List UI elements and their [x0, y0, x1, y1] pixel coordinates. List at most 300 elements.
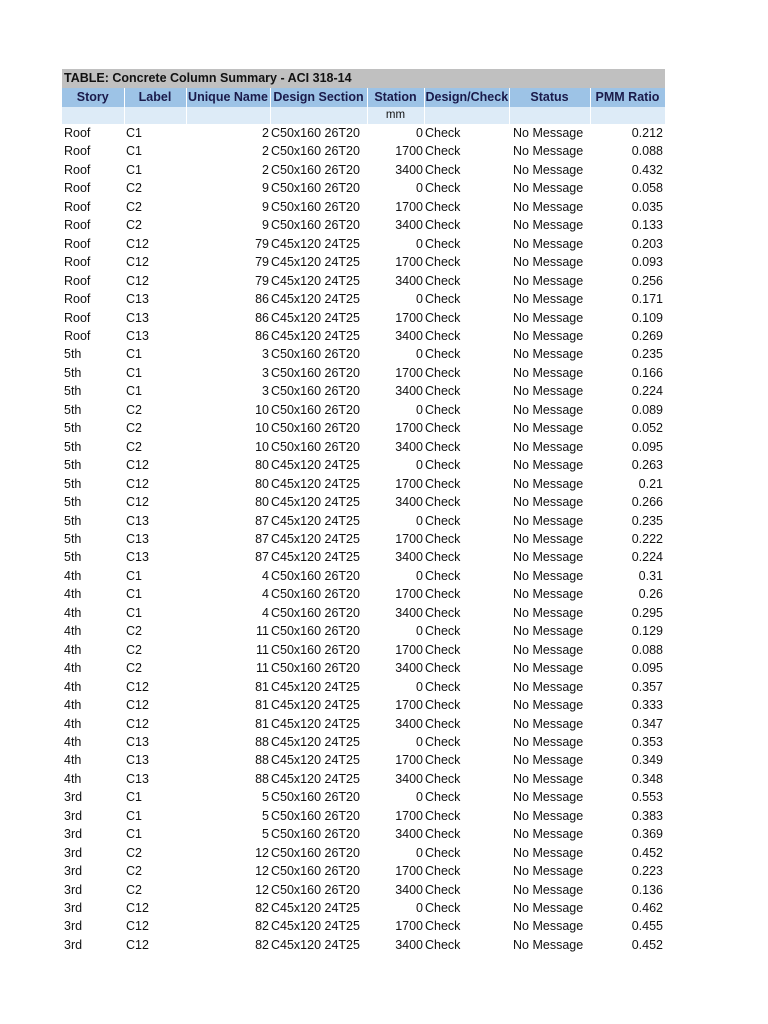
design-section-cell[interactable]: C50x160 26T20 — [271, 605, 360, 620]
label-cell[interactable]: C13 — [126, 531, 149, 546]
station-cell[interactable]: 3400 — [395, 661, 423, 676]
station-cell[interactable]: 1700 — [395, 365, 423, 380]
status-cell[interactable]: No Message — [513, 568, 584, 583]
design-check-cell[interactable]: Check — [425, 919, 461, 934]
label-cell[interactable]: C1 — [126, 568, 142, 583]
design-check-cell[interactable]: Check — [425, 402, 461, 417]
design-section-cell[interactable]: C50x160 26T20 — [271, 181, 360, 196]
design-check-cell[interactable]: Check — [425, 679, 461, 694]
status-cell[interactable]: No Message — [513, 882, 584, 897]
label-cell[interactable]: C2 — [126, 181, 142, 196]
status-cell[interactable]: No Message — [513, 901, 584, 916]
status-cell[interactable]: No Message — [513, 698, 584, 713]
design-check-cell[interactable]: Check — [425, 347, 461, 362]
design-check-cell[interactable]: Check — [425, 845, 461, 860]
label-cell[interactable]: C13 — [126, 513, 149, 528]
station-cell[interactable]: 1700 — [395, 642, 423, 657]
story-cell[interactable]: 5th — [64, 402, 82, 417]
design-check-cell[interactable]: Check — [425, 808, 461, 823]
pmm-ratio-cell[interactable]: 0.223 — [631, 864, 663, 879]
pmm-ratio-cell[interactable]: 0.349 — [631, 753, 663, 768]
pmm-ratio-cell[interactable]: 0.269 — [631, 328, 663, 343]
unique-name-cell[interactable]: 86 — [255, 310, 269, 325]
design-section-cell[interactable]: C45x120 24T25 — [271, 310, 360, 325]
label-cell[interactable]: C12 — [126, 476, 149, 491]
story-cell[interactable]: Roof — [64, 255, 91, 270]
design-check-cell[interactable]: Check — [425, 513, 461, 528]
label-cell[interactable]: C13 — [126, 734, 149, 749]
unique-name-cell[interactable]: 80 — [255, 476, 269, 491]
label-cell[interactable]: C1 — [126, 808, 142, 823]
station-cell[interactable]: 0 — [416, 347, 423, 362]
unique-name-cell[interactable]: 11 — [256, 642, 269, 657]
pmm-ratio-cell[interactable]: 0.235 — [631, 347, 663, 362]
pmm-ratio-cell[interactable]: 0.452 — [631, 845, 663, 860]
story-cell[interactable]: 4th — [64, 568, 82, 583]
pmm-ratio-cell[interactable]: 0.357 — [631, 679, 663, 694]
design-section-cell[interactable]: C50x160 26T20 — [271, 845, 360, 860]
station-cell[interactable]: 0 — [416, 845, 423, 860]
status-cell[interactable]: No Message — [513, 273, 584, 288]
label-cell[interactable]: C12 — [126, 679, 149, 694]
design-section-cell[interactable]: C50x160 26T20 — [271, 808, 360, 823]
story-cell[interactable]: 4th — [64, 753, 82, 768]
status-cell[interactable]: No Message — [513, 716, 584, 731]
station-cell[interactable]: 1700 — [395, 199, 423, 214]
story-cell[interactable]: 3rd — [64, 882, 83, 897]
story-cell[interactable]: 3rd — [64, 901, 83, 916]
pmm-ratio-cell[interactable]: 0.235 — [631, 513, 663, 528]
design-section-cell[interactable]: C50x160 26T20 — [271, 568, 360, 583]
station-cell[interactable]: 3400 — [395, 218, 423, 233]
pmm-ratio-cell[interactable]: 0.295 — [631, 605, 663, 620]
label-cell[interactable]: C2 — [126, 439, 142, 454]
story-cell[interactable]: 5th — [64, 495, 82, 510]
design-check-cell[interactable]: Check — [425, 901, 461, 916]
design-check-cell[interactable]: Check — [425, 144, 461, 159]
unique-name-cell[interactable]: 12 — [255, 882, 269, 897]
story-cell[interactable]: 5th — [64, 550, 82, 565]
design-check-cell[interactable]: Check — [425, 642, 461, 657]
design-check-cell[interactable]: Check — [425, 605, 461, 620]
label-cell[interactable]: C1 — [126, 605, 142, 620]
design-section-cell[interactable]: C50x160 26T20 — [271, 439, 360, 454]
label-cell[interactable]: C2 — [126, 624, 142, 639]
status-cell[interactable]: No Message — [513, 531, 584, 546]
label-cell[interactable]: C1 — [126, 144, 142, 159]
status-cell[interactable]: No Message — [513, 476, 584, 491]
design-check-cell[interactable]: Check — [425, 458, 461, 473]
status-cell[interactable]: No Message — [513, 458, 584, 473]
design-section-cell[interactable]: C45x120 24T25 — [271, 698, 360, 713]
design-section-cell[interactable]: C50x160 26T20 — [271, 347, 360, 362]
station-cell[interactable]: 3400 — [395, 550, 423, 565]
station-cell[interactable]: 0 — [416, 236, 423, 251]
unique-name-cell[interactable]: 79 — [255, 255, 269, 270]
design-check-cell[interactable]: Check — [425, 790, 461, 805]
unit-design-section[interactable] — [270, 107, 367, 124]
unique-name-cell[interactable]: 82 — [255, 919, 269, 934]
status-cell[interactable]: No Message — [513, 624, 584, 639]
label-cell[interactable]: C12 — [126, 495, 149, 510]
design-check-cell[interactable]: Check — [425, 864, 461, 879]
story-cell[interactable]: 5th — [64, 384, 82, 399]
status-cell[interactable]: No Message — [513, 199, 584, 214]
status-cell[interactable]: No Message — [513, 328, 584, 343]
unique-name-cell[interactable]: 5 — [262, 808, 269, 823]
status-cell[interactable]: No Message — [513, 162, 584, 177]
label-cell[interactable]: C2 — [126, 199, 142, 214]
design-section-cell[interactable]: C50x160 26T20 — [271, 882, 360, 897]
story-cell[interactable]: Roof — [64, 126, 91, 140]
pmm-ratio-cell[interactable]: 0.052 — [631, 421, 663, 436]
design-section-cell[interactable]: C45x120 24T25 — [271, 716, 360, 731]
status-cell[interactable]: No Message — [513, 550, 584, 565]
pmm-ratio-cell[interactable]: 0.462 — [631, 901, 663, 916]
unique-name-cell[interactable]: 81 — [255, 716, 269, 731]
story-cell[interactable]: 3rd — [64, 827, 83, 842]
design-check-cell[interactable]: Check — [425, 624, 461, 639]
station-cell[interactable]: 3400 — [395, 882, 423, 897]
story-cell[interactable]: 3rd — [64, 919, 83, 934]
status-cell[interactable]: No Message — [513, 679, 584, 694]
unique-name-cell[interactable]: 9 — [262, 218, 269, 233]
design-check-cell[interactable]: Check — [425, 568, 461, 583]
design-section-cell[interactable]: C45x120 24T25 — [271, 919, 360, 934]
pmm-ratio-cell[interactable]: 0.212 — [631, 126, 663, 140]
unique-name-cell[interactable]: 81 — [255, 679, 269, 694]
label-cell[interactable]: C1 — [126, 347, 142, 362]
design-check-cell[interactable]: Check — [425, 255, 461, 270]
pmm-ratio-cell[interactable]: 0.256 — [631, 273, 663, 288]
header-design-section[interactable]: Design Section — [270, 88, 367, 107]
story-cell[interactable]: 4th — [64, 698, 82, 713]
unit-unique-name[interactable] — [186, 107, 270, 124]
story-cell[interactable]: 4th — [64, 661, 82, 676]
unique-name-cell[interactable]: 10 — [255, 421, 269, 436]
status-cell[interactable]: No Message — [513, 642, 584, 657]
station-cell[interactable]: 3400 — [395, 716, 423, 731]
design-section-cell[interactable]: C50x160 26T20 — [271, 790, 360, 805]
status-cell[interactable]: No Message — [513, 587, 584, 602]
unique-name-cell[interactable]: 4 — [262, 568, 269, 583]
status-cell[interactable]: No Message — [513, 126, 584, 140]
label-cell[interactable]: C12 — [126, 458, 149, 473]
pmm-ratio-cell[interactable]: 0.166 — [631, 365, 663, 380]
story-cell[interactable]: 5th — [64, 476, 82, 491]
label-cell[interactable]: C13 — [126, 771, 149, 786]
design-section-cell[interactable]: C50x160 26T20 — [271, 642, 360, 657]
station-cell[interactable]: 0 — [416, 679, 423, 694]
unique-name-cell[interactable]: 87 — [255, 513, 269, 528]
status-cell[interactable]: No Message — [513, 845, 584, 860]
story-cell[interactable]: 3rd — [64, 845, 83, 860]
station-cell[interactable]: 3400 — [395, 771, 423, 786]
station-cell[interactable]: 3400 — [395, 605, 423, 620]
design-check-cell[interactable]: Check — [425, 716, 461, 731]
unit-design-check[interactable] — [424, 107, 509, 124]
unique-name-cell[interactable]: 79 — [255, 273, 269, 288]
design-check-cell[interactable]: Check — [425, 550, 461, 565]
design-check-cell[interactable]: Check — [425, 328, 461, 343]
design-check-cell[interactable]: Check — [425, 587, 461, 602]
design-section-cell[interactable]: C50x160 26T20 — [271, 421, 360, 436]
story-cell[interactable]: 4th — [64, 624, 82, 639]
unique-name-cell[interactable]: 5 — [262, 827, 269, 842]
unique-name-cell[interactable]: 82 — [255, 937, 269, 952]
label-cell[interactable]: C13 — [126, 328, 149, 343]
design-check-cell[interactable]: Check — [425, 476, 461, 491]
design-section-cell[interactable]: C45x120 24T25 — [271, 753, 360, 768]
station-cell[interactable]: 3400 — [395, 937, 423, 952]
design-check-cell[interactable]: Check — [425, 199, 461, 214]
status-cell[interactable]: No Message — [513, 753, 584, 768]
story-cell[interactable]: 4th — [64, 679, 82, 694]
pmm-ratio-cell[interactable]: 0.224 — [631, 384, 663, 399]
status-cell[interactable]: No Message — [513, 661, 584, 676]
station-cell[interactable]: 0 — [416, 402, 423, 417]
unique-name-cell[interactable]: 87 — [255, 531, 269, 546]
status-cell[interactable]: No Message — [513, 734, 584, 749]
station-cell[interactable]: 0 — [416, 901, 423, 916]
unique-name-cell[interactable]: 79 — [255, 236, 269, 251]
pmm-ratio-cell[interactable]: 0.26 — [638, 587, 663, 602]
pmm-ratio-cell[interactable]: 0.088 — [631, 642, 663, 657]
design-section-cell[interactable]: C45x120 24T25 — [271, 328, 360, 343]
unique-name-cell[interactable]: 88 — [255, 734, 269, 749]
unique-name-cell[interactable]: 86 — [255, 328, 269, 343]
label-cell[interactable]: C13 — [126, 310, 149, 325]
design-section-cell[interactable]: C45x120 24T25 — [271, 476, 360, 491]
label-cell[interactable]: C12 — [126, 716, 149, 731]
unique-name-cell[interactable]: 12 — [255, 845, 269, 860]
story-cell[interactable]: Roof — [64, 328, 91, 343]
label-cell[interactable]: C2 — [126, 402, 142, 417]
pmm-ratio-cell[interactable]: 0.129 — [631, 624, 663, 639]
unit-status[interactable] — [509, 107, 590, 124]
design-section-cell[interactable]: C50x160 26T20 — [271, 402, 360, 417]
design-section-cell[interactable]: C50x160 26T20 — [271, 126, 360, 140]
status-cell[interactable]: No Message — [513, 236, 584, 251]
header-unique-name[interactable]: Unique Name — [186, 88, 270, 107]
station-cell[interactable]: 1700 — [395, 919, 423, 934]
pmm-ratio-cell[interactable]: 0.203 — [631, 236, 663, 251]
design-check-cell[interactable]: Check — [425, 439, 461, 454]
status-cell[interactable]: No Message — [513, 605, 584, 620]
label-cell[interactable]: C12 — [126, 255, 149, 270]
status-cell[interactable]: No Message — [513, 255, 584, 270]
design-check-cell[interactable]: Check — [425, 882, 461, 897]
station-cell[interactable]: 0 — [416, 624, 423, 639]
station-cell[interactable]: 1700 — [395, 310, 423, 325]
design-section-cell[interactable]: C45x120 24T25 — [271, 550, 360, 565]
unique-name-cell[interactable]: 3 — [262, 365, 269, 380]
status-cell[interactable]: No Message — [513, 421, 584, 436]
station-cell[interactable]: 1700 — [395, 753, 423, 768]
unique-name-cell[interactable]: 12 — [255, 864, 269, 879]
story-cell[interactable]: Roof — [64, 162, 91, 177]
design-check-cell[interactable]: Check — [425, 827, 461, 842]
design-section-cell[interactable]: C45x120 24T25 — [271, 734, 360, 749]
unit-label[interactable] — [124, 107, 186, 124]
station-cell[interactable]: 1700 — [395, 531, 423, 546]
label-cell[interactable]: C1 — [126, 827, 142, 842]
station-cell[interactable]: 3400 — [395, 439, 423, 454]
design-check-cell[interactable]: Check — [425, 292, 461, 307]
status-cell[interactable]: No Message — [513, 292, 584, 307]
unit-pmm-ratio[interactable] — [590, 107, 665, 124]
pmm-ratio-cell[interactable]: 0.21 — [638, 476, 663, 491]
unique-name-cell[interactable]: 9 — [262, 199, 269, 214]
label-cell[interactable]: C2 — [126, 218, 142, 233]
unique-name-cell[interactable]: 80 — [255, 458, 269, 473]
story-cell[interactable]: 5th — [64, 421, 82, 436]
label-cell[interactable]: C12 — [126, 919, 149, 934]
label-cell[interactable]: C12 — [126, 236, 149, 251]
station-cell[interactable]: 0 — [416, 458, 423, 473]
pmm-ratio-cell[interactable]: 0.432 — [631, 162, 663, 177]
unique-name-cell[interactable]: 82 — [255, 901, 269, 916]
status-cell[interactable]: No Message — [513, 218, 584, 233]
status-cell[interactable]: No Message — [513, 919, 584, 934]
story-cell[interactable]: 5th — [64, 347, 82, 362]
station-cell[interactable]: 1700 — [395, 255, 423, 270]
pmm-ratio-cell[interactable]: 0.266 — [631, 495, 663, 510]
design-section-cell[interactable]: C50x160 26T20 — [271, 218, 360, 233]
pmm-ratio-cell[interactable]: 0.035 — [631, 199, 663, 214]
pmm-ratio-cell[interactable]: 0.31 — [638, 568, 663, 583]
story-cell[interactable]: Roof — [64, 181, 91, 196]
design-section-cell[interactable]: C45x120 24T25 — [271, 513, 360, 528]
design-check-cell[interactable]: Check — [425, 162, 461, 177]
unique-name-cell[interactable]: 2 — [262, 144, 269, 159]
story-cell[interactable]: 3rd — [64, 790, 83, 805]
design-section-cell[interactable]: C50x160 26T20 — [271, 587, 360, 602]
pmm-ratio-cell[interactable]: 0.171 — [631, 292, 663, 307]
pmm-ratio-cell[interactable]: 0.088 — [631, 144, 663, 159]
pmm-ratio-cell[interactable]: 0.093 — [631, 255, 663, 270]
label-cell[interactable]: C13 — [126, 550, 149, 565]
station-cell[interactable]: 0 — [416, 513, 423, 528]
station-cell[interactable]: 0 — [416, 292, 423, 307]
status-cell[interactable]: No Message — [513, 790, 584, 805]
station-cell[interactable]: 3400 — [395, 827, 423, 842]
pmm-ratio-cell[interactable]: 0.353 — [631, 734, 663, 749]
design-check-cell[interactable]: Check — [425, 771, 461, 786]
status-cell[interactable]: No Message — [513, 384, 584, 399]
story-cell[interactable]: 4th — [64, 771, 82, 786]
design-check-cell[interactable]: Check — [425, 495, 461, 510]
pmm-ratio-cell[interactable]: 0.348 — [631, 771, 663, 786]
label-cell[interactable]: C12 — [126, 937, 149, 952]
pmm-ratio-cell[interactable]: 0.383 — [631, 808, 663, 823]
unique-name-cell[interactable]: 81 — [255, 698, 269, 713]
unique-name-cell[interactable]: 5 — [262, 790, 269, 805]
unit-story[interactable] — [62, 107, 124, 124]
pmm-ratio-cell[interactable]: 0.109 — [631, 310, 663, 325]
design-section-cell[interactable]: C45x120 24T25 — [271, 236, 360, 251]
label-cell[interactable]: C1 — [126, 384, 142, 399]
label-cell[interactable]: C2 — [126, 845, 142, 860]
status-cell[interactable]: No Message — [513, 181, 584, 196]
label-cell[interactable]: C2 — [126, 661, 142, 676]
header-station[interactable]: Station — [367, 88, 424, 107]
station-cell[interactable]: 1700 — [395, 476, 423, 491]
story-cell[interactable]: 4th — [64, 734, 82, 749]
story-cell[interactable]: 4th — [64, 605, 82, 620]
pmm-ratio-cell[interactable]: 0.263 — [631, 458, 663, 473]
design-section-cell[interactable]: C45x120 24T25 — [271, 771, 360, 786]
label-cell[interactable]: C1 — [126, 126, 142, 140]
header-status[interactable]: Status — [509, 88, 590, 107]
pmm-ratio-cell[interactable]: 0.089 — [631, 402, 663, 417]
station-cell[interactable]: 0 — [416, 126, 423, 140]
design-check-cell[interactable]: Check — [425, 421, 461, 436]
design-check-cell[interactable]: Check — [425, 531, 461, 546]
label-cell[interactable]: C13 — [126, 292, 149, 307]
story-cell[interactable]: 3rd — [64, 864, 83, 879]
design-check-cell[interactable]: Check — [425, 181, 461, 196]
design-section-cell[interactable]: C50x160 26T20 — [271, 827, 360, 842]
design-section-cell[interactable]: C50x160 26T20 — [271, 144, 360, 159]
design-check-cell[interactable]: Check — [425, 236, 461, 251]
unit-station[interactable]: mm — [367, 107, 424, 124]
pmm-ratio-cell[interactable]: 0.133 — [631, 218, 663, 233]
design-section-cell[interactable]: C50x160 26T20 — [271, 624, 360, 639]
pmm-ratio-cell[interactable]: 0.369 — [631, 827, 663, 842]
pmm-ratio-cell[interactable]: 0.455 — [631, 919, 663, 934]
story-cell[interactable]: Roof — [64, 144, 91, 159]
unique-name-cell[interactable]: 87 — [255, 550, 269, 565]
pmm-ratio-cell[interactable]: 0.095 — [631, 661, 663, 676]
unique-name-cell[interactable]: 10 — [255, 402, 269, 417]
design-check-cell[interactable]: Check — [425, 384, 461, 399]
status-cell[interactable]: No Message — [513, 513, 584, 528]
story-cell[interactable]: Roof — [64, 236, 91, 251]
pmm-ratio-cell[interactable]: 0.224 — [631, 550, 663, 565]
pmm-ratio-cell[interactable]: 0.553 — [631, 790, 663, 805]
header-label[interactable]: Label — [124, 88, 186, 107]
design-section-cell[interactable]: C45x120 24T25 — [271, 495, 360, 510]
design-section-cell[interactable]: C50x160 26T20 — [271, 365, 360, 380]
station-cell[interactable]: 1700 — [395, 808, 423, 823]
station-cell[interactable]: 3400 — [395, 328, 423, 343]
unique-name-cell[interactable]: 3 — [262, 384, 269, 399]
pmm-ratio-cell[interactable]: 0.136 — [631, 882, 663, 897]
station-cell[interactable]: 3400 — [395, 162, 423, 177]
station-cell[interactable]: 1700 — [395, 864, 423, 879]
station-cell[interactable]: 0 — [416, 568, 423, 583]
station-cell[interactable]: 3400 — [395, 273, 423, 288]
unique-name-cell[interactable]: 2 — [262, 126, 269, 140]
label-cell[interactable]: C1 — [126, 365, 142, 380]
design-section-cell[interactable]: C45x120 24T25 — [271, 531, 360, 546]
unique-name-cell[interactable]: 10 — [255, 439, 269, 454]
station-cell[interactable]: 0 — [416, 790, 423, 805]
header-pmm-ratio[interactable]: PMM Ratio — [590, 88, 665, 107]
pmm-ratio-cell[interactable]: 0.452 — [631, 937, 663, 952]
status-cell[interactable]: No Message — [513, 144, 584, 159]
story-cell[interactable]: 5th — [64, 365, 82, 380]
story-cell[interactable]: 3rd — [64, 808, 83, 823]
design-section-cell[interactable]: C45x120 24T25 — [271, 901, 360, 916]
design-section-cell[interactable]: C45x120 24T25 — [271, 937, 360, 952]
design-check-cell[interactable]: Check — [425, 310, 461, 325]
story-cell[interactable]: Roof — [64, 310, 91, 325]
label-cell[interactable]: C2 — [126, 421, 142, 436]
story-cell[interactable]: 5th — [64, 531, 82, 546]
station-cell[interactable]: 1700 — [395, 144, 423, 159]
